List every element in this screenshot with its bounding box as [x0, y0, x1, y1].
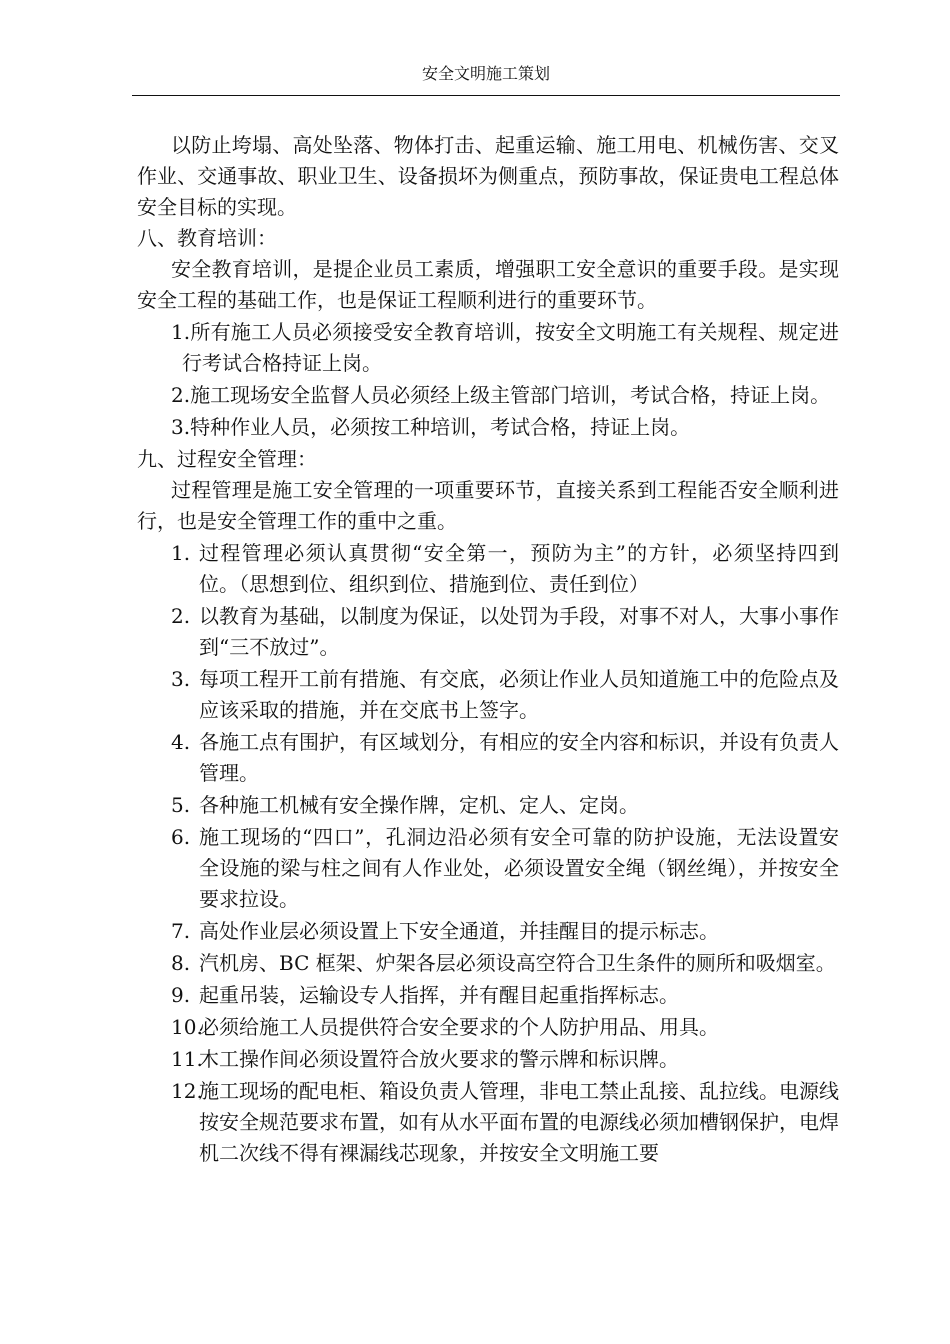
item-text: 施工现场的“四口”，孔洞边沿必须有安全可靠的防护设施，无法设置安全设施的梁与柱之间有人作业处，必须设置安全绳（钢丝绳），并按安全要求拉设。 [199, 825, 839, 911]
section-9-item-8 [137, 948, 839, 979]
document-body [137, 130, 839, 1170]
item-number: 4. [171, 730, 191, 754]
section-9-heading: 九、过程安全管理： [137, 447, 317, 471]
item-text: 施工现场的配电柜、箱设负责人管理，非电工禁止乱接、乱拉线。电源线按安全规范要求布置，如有从水平面布置的电源线必须加槽钢保护，电焊机二次线不得有裸漏线芯现象，并按安全文明施工要 [199, 1079, 839, 1165]
section-9-paragraph: 过程管理是施工安全管理的一项重要环节，直接关系到工程能否安全顺利进行，也是安全管理工作的重中之重。 [137, 478, 839, 533]
item-text: 起重吊装，运输设专人指挥，并有醒目起重指挥标志。 [199, 983, 679, 1007]
item-text: 每项工程开工前有措施、有交底，必须让作业人员知道施工中的危险点及应该采取的措施，并在交底书上签字。 [199, 667, 839, 722]
item-text: 以教育为基础，以制度为保证，以处罚为手段，对事不对人，大事小事作到“三不放过”。 [199, 604, 839, 659]
section-9-item-10 [137, 1012, 839, 1043]
item-text: 过程管理必须认真贯彻“安全第一，预防为主”的方针，必须坚持四到位。（思想到位、组织到位、措施到位、责任到位） [199, 541, 839, 596]
item-text: 各种施工机械有安全操作牌，定机、定人、定岗。 [199, 793, 639, 817]
item-text: 汽机房、BC 框架、炉架各层必须设高空符合卫生条件的厕所和吸烟室。 [199, 951, 836, 975]
section-9-item-1 [137, 538, 839, 600]
item-number: 12. [171, 1079, 203, 1103]
item-text: 高处作业层必须设置上下安全通道，并挂醒目的提示标志。 [199, 919, 719, 943]
section-9-item-3 [137, 664, 839, 726]
section-9-item-4 [137, 727, 839, 789]
section-9-item-9 [137, 980, 839, 1011]
item-number: 2. [171, 604, 191, 628]
section-8-item-2: 2.施工现场安全监督人员必须经上级主管部门培训，考试合格，持证上岗。 [171, 383, 831, 407]
item-text: 木工操作间必须设置符合放火要求的警示牌和标识牌。 [199, 1047, 679, 1071]
item-text: 各施工点有围护，有区域划分，有相应的安全内容和标识，并设有负责人管理。 [199, 730, 839, 785]
item-number: 8. [171, 951, 191, 975]
item-number: 7. [171, 919, 191, 943]
section-8-paragraph: 安全教育培训，是提企业员工素质，增强职工安全意识的重要手段。是实现安全工程的基础工作，也是保证工程顺利进行的重要环节。 [137, 257, 839, 312]
header-divider [132, 95, 840, 96]
item-number: 10. [171, 1015, 203, 1039]
section-8-heading: 八、教育培训： [137, 226, 277, 250]
section-9-item-12 [137, 1076, 839, 1169]
item-text: 必须给施工人员提供符合安全要求的个人防护用品、用具。 [199, 1015, 719, 1039]
section-9-item-11 [137, 1044, 839, 1075]
section-9-item-5 [137, 790, 839, 821]
item-number: 3. [171, 667, 191, 691]
section-9-item-2 [137, 601, 839, 663]
item-number: 9. [171, 983, 191, 1007]
section-9-item-7 [137, 916, 839, 947]
item-number: 6. [171, 825, 191, 849]
intro-paragraph: 以防止垮塌、高处坠落、物体打击、起重运输、施工用电、机械伤害、交叉作业、交通事故、职业卫生、设备损坏为侧重点，预防事故，保证贵电工程总体安全目标的实现。 [137, 133, 839, 219]
item-number: 5. [171, 793, 191, 817]
page-header-title: 安全文明施工策划 [421, 64, 550, 83]
section-8-item-1: 1.所有施工人员必须接受安全教育培训，按安全文明施工有关规程、规定进行考试合格持证上岗。 [171, 320, 839, 375]
section-8-item-3: 3.特种作业人员，必须按工种培训，考试合格，持证上岗。 [171, 415, 691, 439]
section-9-item-6 [137, 822, 839, 915]
item-number: 1. [171, 541, 191, 565]
item-number: 11. [171, 1047, 203, 1071]
